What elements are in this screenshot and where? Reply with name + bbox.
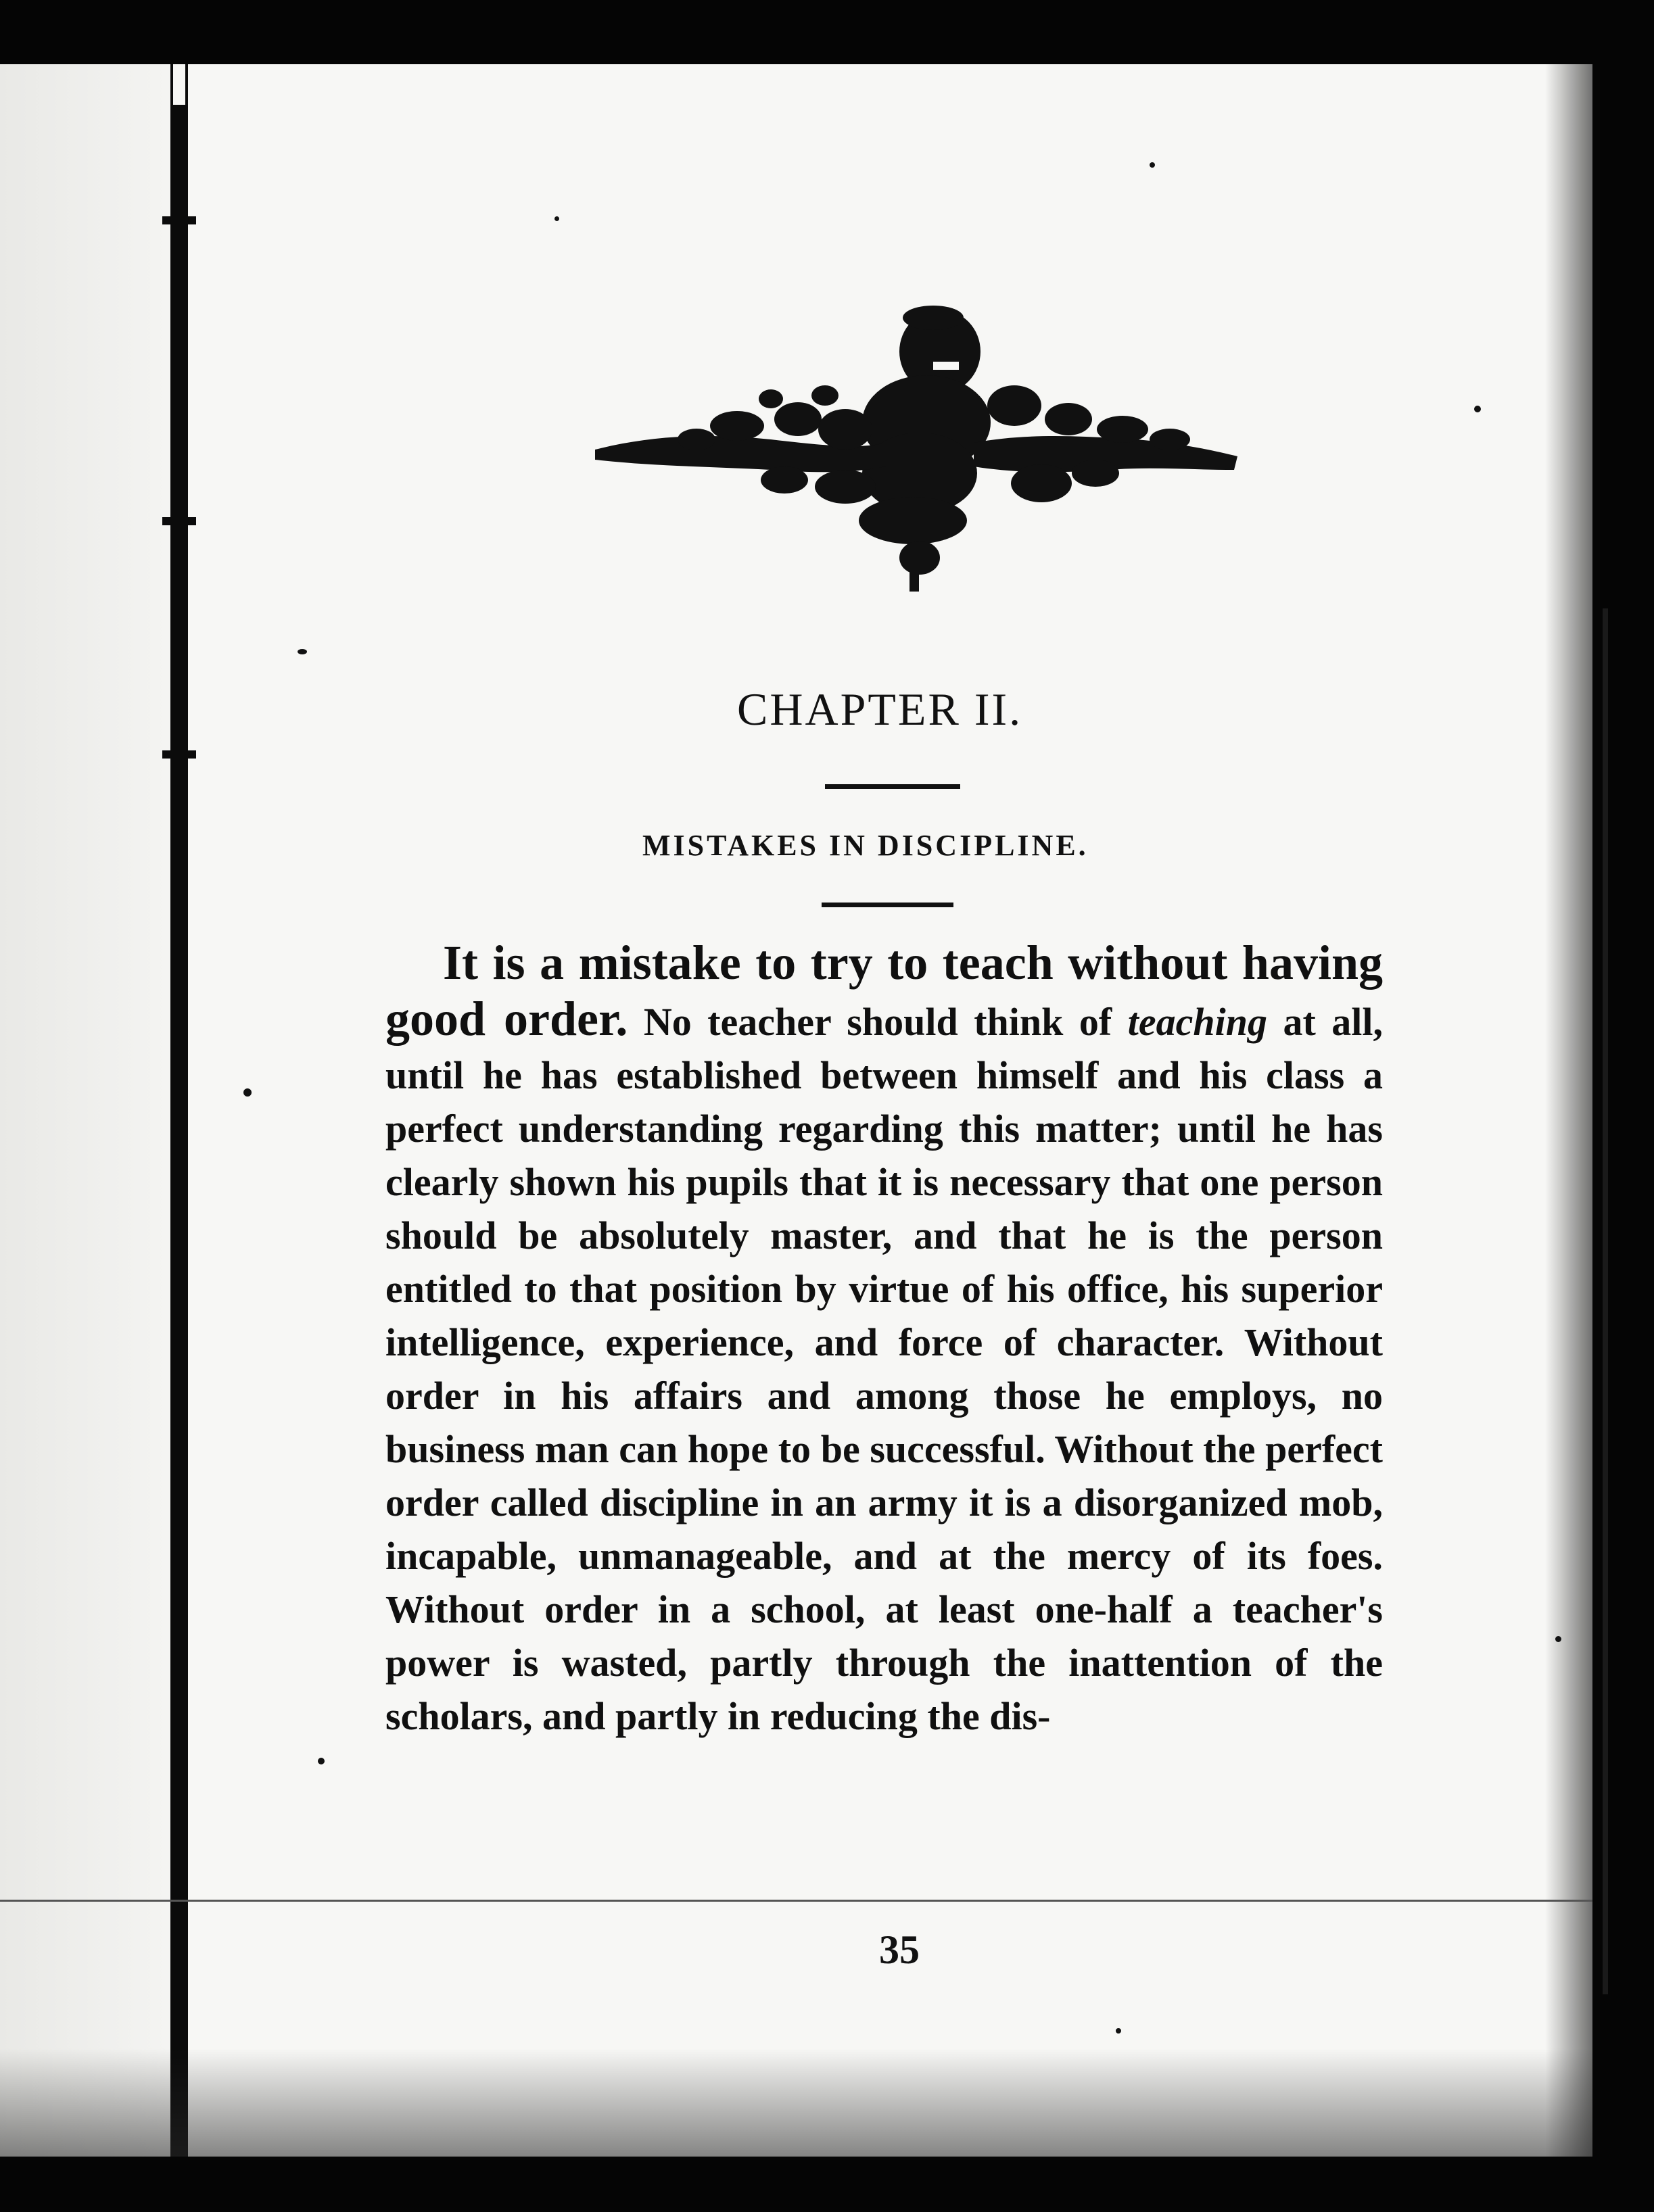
page-edge-shadow: [1545, 64, 1592, 2157]
lead-sentence: It is a mistake to try to teach without having good order.: [385, 936, 1383, 1046]
scan-speck: [1116, 2028, 1121, 2034]
scan-speck: [1555, 1636, 1561, 1642]
page-bottom-shadow: [0, 2048, 1592, 2157]
scan-speck: [298, 649, 307, 654]
binding-stitch: [162, 216, 196, 224]
binding-stitch: [162, 750, 196, 759]
binding-stitch: [162, 517, 196, 525]
body-text-2: at all, until he has established between himself and his class a perfect understanding regarding this matter; until he has clearly shown his pupils that it is necessary that one person should be absolutely master, and that he is the person entitled to that position by virtue of his office, his superior intelligence, experience, and force of character. Without order in his affairs and among those he employs, no business man can hope to be successful. Without the perfect order called discipline in an army it is a disorganized mob, incapable, unmanageable, and at the mercy of its foes. Without order in a school, at least one-half a teacher's power is wasted, partly through the inattention of the scholars, and partly in reducing the dis-: [385, 1000, 1383, 1738]
body-text-1: No teacher should think of: [628, 1000, 1128, 1044]
scan-speck: [554, 216, 559, 221]
cherub-floral-ornament: [595, 304, 1237, 595]
scan-speck: [1150, 162, 1155, 168]
page-number: 35: [879, 1927, 920, 1972]
body-paragraph: [385, 936, 1383, 1743]
chapter-subtitle: MISTAKES IN DISCIPLINE.: [642, 829, 1089, 862]
italic-word: teaching: [1127, 1000, 1267, 1044]
title-rule-bottom: [822, 903, 953, 907]
scan-speck: [318, 1758, 325, 1764]
scan-speck: [1474, 406, 1481, 412]
spine-gap-top: [173, 64, 185, 105]
chapter-title: CHAPTER II.: [737, 683, 1023, 735]
facing-page-margin: [0, 64, 170, 2157]
book-spine: [170, 64, 188, 2157]
scan-artifact-line: [0, 1900, 1592, 1902]
scan-speck: [243, 1088, 252, 1097]
title-rule-top: [825, 784, 960, 789]
page-edge-line: [1603, 608, 1608, 1994]
